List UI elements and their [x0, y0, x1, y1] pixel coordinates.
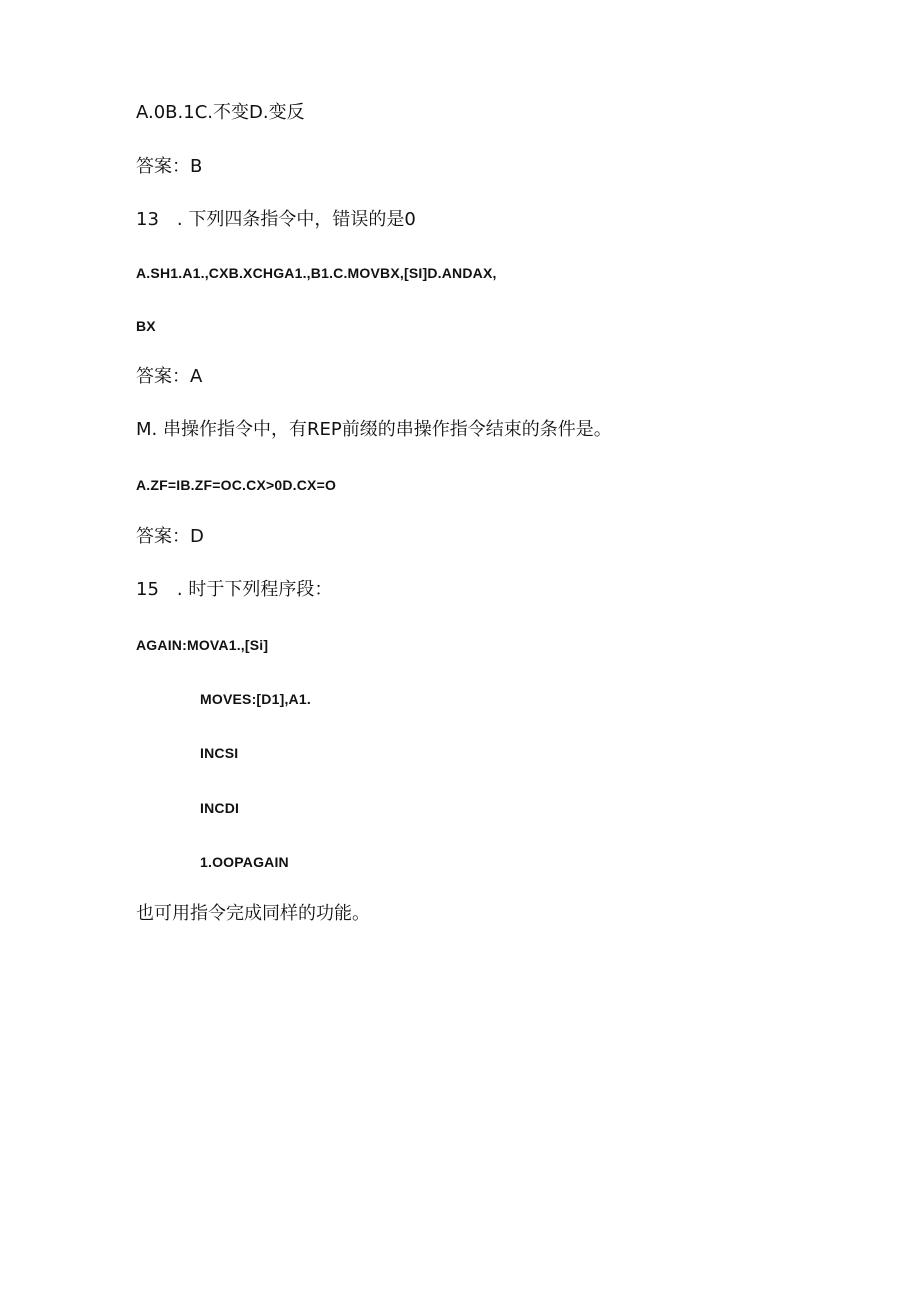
options-13-line1: A.SH1.A1.,CXB.XCHGA1.,B1.C.MOVBX,[SI]D.ANDAX,: [136, 265, 497, 281]
code-line-4: INCDI: [200, 800, 240, 816]
code-line-5: 1.OOPAGAIN: [200, 854, 289, 870]
code-line-2: MOVES:[D1],A1.: [200, 691, 311, 707]
options-14: A.ZF=IB.ZF=OC.CX>0D.CX=O: [136, 477, 337, 493]
code-line-1: AGAIN:MOVA1.,[Si]: [136, 637, 269, 653]
question-13: 13 . 下列四条指令中，错误的是0: [136, 209, 416, 230]
answer-13: 答案：A: [136, 366, 203, 387]
answer-14: 答案：D: [136, 526, 204, 547]
options-line-12: A.0B.1C.不变D.变反: [136, 102, 305, 123]
question-15-tail: 也可用指令完成同样的功能。: [136, 903, 370, 924]
question-14: M. 串操作指令中，有REP前缀的串操作指令结束的条件是。: [136, 419, 612, 440]
code-line-3: INCSI: [200, 745, 239, 761]
question-15: 15 . 时于下列程序段：: [136, 579, 333, 600]
answer-12: 答案：B: [136, 156, 203, 177]
options-13-line2: BX: [136, 318, 156, 334]
